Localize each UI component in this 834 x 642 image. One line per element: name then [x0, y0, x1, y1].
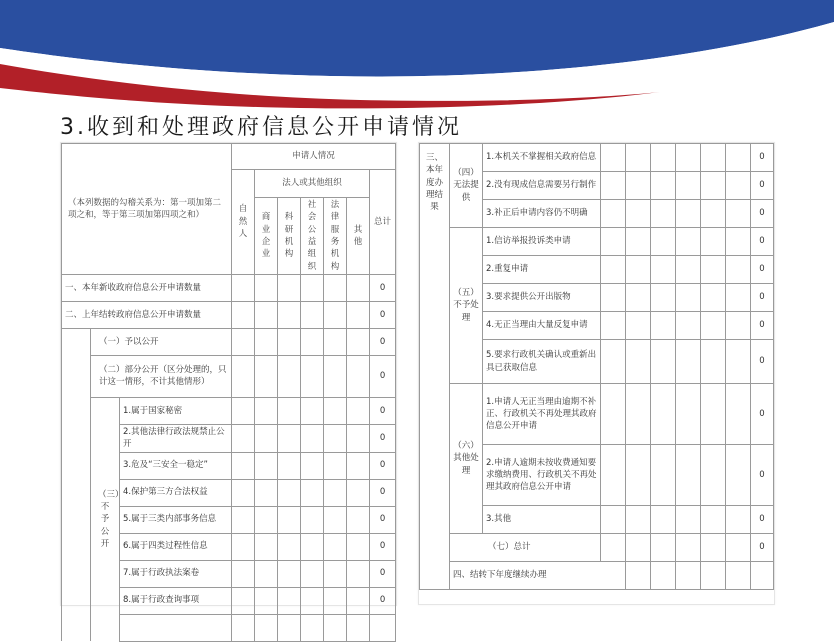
carry-next-label: 四、结转下年度继续办理	[450, 562, 626, 590]
row-total: 0	[751, 384, 774, 445]
total-header: 总计	[370, 170, 396, 275]
row-label: 7.属于行政执法案卷	[120, 560, 232, 587]
row-label: 1.属于国家秘密	[120, 397, 232, 424]
row-label: 1.申请人无正当理由逾期不补正、行政机关不再处理其政府信息公开申请	[483, 384, 601, 445]
row-total: 0	[751, 445, 774, 506]
col-header-public-welfare: 社会公益组织	[301, 198, 324, 275]
row-total: 0	[751, 228, 774, 256]
row-total: 0	[370, 533, 396, 560]
row-total: 0	[370, 479, 396, 506]
row-total: 0	[751, 144, 774, 172]
col-header-other: 其他	[347, 198, 370, 275]
row-label: （一）予以公开	[91, 328, 232, 355]
group-label: （六）其他处理	[450, 384, 483, 534]
page-title: 3.收到和处理政府信息公开申请情况	[60, 115, 462, 140]
row-total: 0	[370, 424, 396, 452]
row-total: 0	[751, 172, 774, 200]
row-label: 二、上年结转政府信息公开申请数量	[62, 301, 232, 328]
row-total: 0	[370, 301, 396, 328]
row-total: 0	[751, 340, 774, 384]
row-total: 0	[370, 355, 396, 397]
row-total: 0	[370, 328, 396, 355]
col-header-legal-service: 法律服务机构	[324, 198, 347, 275]
row-total: 0	[751, 200, 774, 228]
row-label: 5.要求行政机关确认或重新出具已获取信息	[483, 340, 601, 384]
row-label: 2.其他法律行政法规禁止公开	[120, 424, 232, 452]
row-label: 2.没有现成信息需要另行制作	[483, 172, 601, 200]
header-banner	[0, 0, 834, 110]
total-row-label: （七）总计	[450, 534, 601, 562]
row-label: （二）部分公开（区分处理的，只计这一情形，不计其他情形）	[91, 355, 232, 397]
left-table-card	[60, 142, 397, 606]
row-label: 5.属于三类内部事务信息	[120, 506, 232, 533]
right-table	[419, 143, 774, 590]
row-label: 2.申请人逾期未按收费通知要求缴纳费用、行政机关不再处理其政府信息公开申请	[483, 445, 601, 506]
row-label: 2.重复申请	[483, 256, 601, 284]
group-label: （五）不予处理	[450, 228, 483, 384]
row-label: 1.信访举报投诉类申请	[483, 228, 601, 256]
table-note: （本列数据的勾稽关系为：第一项加第二项之和，等于第三项加第四项之和）	[62, 144, 232, 275]
row-total: 0	[370, 587, 396, 614]
row-total: 0	[370, 452, 396, 479]
section-label: 三、本年度办理结果	[420, 144, 450, 590]
group-label: （四）无法提供	[450, 144, 483, 228]
row-total: 0	[370, 506, 396, 533]
row-label: 3.补正后申请内容仍不明确	[483, 200, 601, 228]
row-total: 0	[751, 506, 774, 534]
right-table-card	[418, 142, 775, 605]
col-header-business: 商业企业	[255, 198, 278, 275]
row-label: 3.其他	[483, 506, 601, 534]
row-total: 0	[370, 397, 396, 424]
row-label: 6.属于四类过程性信息	[120, 533, 232, 560]
row-total: 0	[370, 560, 396, 587]
refuse-group-label: （三）不予公开	[91, 397, 120, 641]
row-total: 0	[751, 312, 774, 340]
row-total: 0	[370, 274, 396, 301]
row-label: 4.保护第三方合法权益	[120, 479, 232, 506]
row-total: 0	[751, 534, 774, 562]
legal-group-header: 法人或其他组织	[255, 170, 370, 198]
row-label: 4.无正当理由大量反复申请	[483, 312, 601, 340]
left-table	[61, 143, 396, 642]
row-total: 0	[751, 256, 774, 284]
row-label: 8.属于行政查询事项	[120, 587, 232, 614]
row-label: 1.本机关不掌握相关政府信息	[483, 144, 601, 172]
col-header-research: 科研机构	[278, 198, 301, 275]
applicant-header: 申请人情况	[232, 144, 396, 170]
row-label: 3.要求提供公开出版物	[483, 284, 601, 312]
row-label: 一、本年新收政府信息公开申请数量	[62, 274, 232, 301]
natural-person-header: 自然人	[232, 170, 255, 275]
section-three-indent	[62, 328, 91, 641]
row-label: 3.危及“三安全一稳定”	[120, 452, 232, 479]
row-total: 0	[751, 284, 774, 312]
